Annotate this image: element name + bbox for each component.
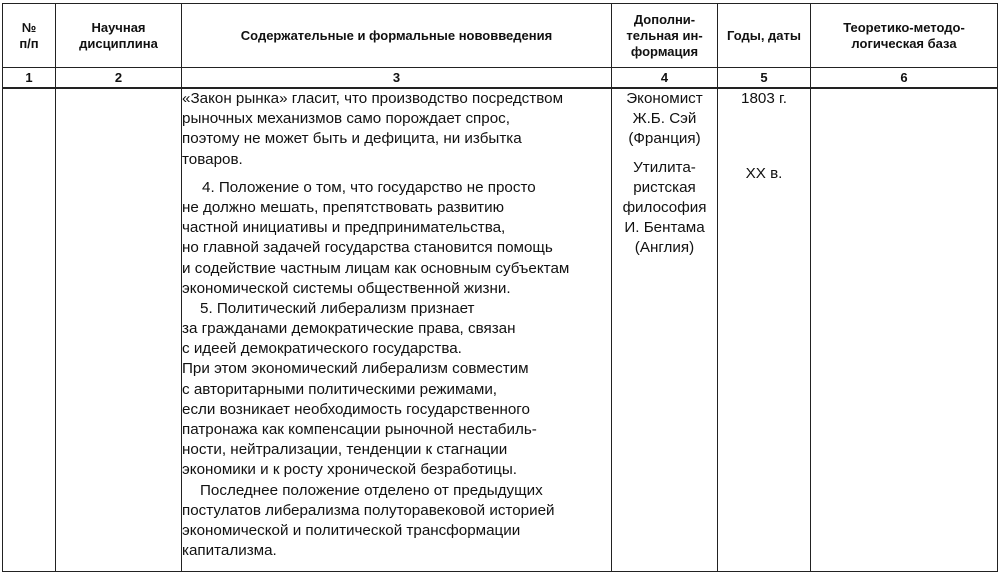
header-number-line-1: № (21, 19, 37, 35)
header-discipline-line-1: Научная (91, 19, 146, 35)
text-line: постулатов либерализма полуторавековой историей (182, 501, 555, 519)
header-theory-line-2: логическая база (851, 35, 957, 51)
extra-info-bentham (612, 158, 717, 259)
extra-info-line: Ж.Б. Сэй (632, 110, 697, 128)
column-number-row (3, 68, 998, 89)
header-discipline-line-2: дисциплина (79, 35, 158, 51)
text-line: с авторитарными политическими режимами, (182, 380, 498, 398)
extra-info-line: Экономист (626, 90, 703, 107)
text-line: патронажа как компенсации рыночной нестабиль- (182, 421, 537, 438)
text-line: «Закон рынка» гласит, что производство посредством (182, 90, 564, 107)
text-line: экономической системы общественной жизни. (182, 279, 511, 297)
header-theory-line-1: Теоретико-методо- (843, 19, 965, 35)
column-number-6: 6 (811, 68, 998, 89)
text-line: рыночных механизмов само порождает спрос, (182, 110, 510, 128)
text-line: поэтому не может быть и дефицита, ни избытка (182, 130, 522, 148)
theory-base-cell (811, 88, 998, 572)
years-cell (718, 88, 811, 572)
column-number-3: 3 (182, 68, 612, 89)
text-line: и содействие частным лицам как основным субъектам (182, 259, 570, 277)
text-line: с идеей демократического государства. (182, 340, 462, 358)
text-line: товаров. (182, 150, 243, 168)
header-years-line-1: Годы, даты (726, 27, 802, 43)
innovations-cell (182, 88, 612, 572)
text-line: ности, нейтрализации, тенденции к стагнации (182, 441, 508, 459)
header-number-line-2: п/п (19, 35, 39, 51)
header-years (718, 4, 811, 68)
text-line: если возникает необходимость государственного (182, 400, 530, 418)
text-line: капитализма. (182, 542, 277, 560)
text-line: за гражданами демократические права, связан (182, 320, 516, 338)
extra-info-cell (612, 88, 718, 572)
number-cell (3, 88, 56, 572)
text-line: но главной задачей государства становится помощь (182, 239, 553, 257)
header-theory-base (811, 4, 998, 68)
column-number-1: 1 (3, 68, 56, 89)
innovations-text (182, 89, 611, 561)
discipline-cell (56, 88, 182, 572)
header-extra-info (612, 4, 718, 68)
text-line: экономической и политической трансформации (182, 521, 521, 539)
text-line: частной инициативы и предпринимательства, (182, 219, 506, 237)
text-line: 4. Положение о том, что государство не просто (202, 178, 536, 196)
header-number (3, 4, 56, 68)
text-line: экономики и к росту хронической безработицы. (182, 461, 517, 479)
header-row (3, 4, 998, 68)
header-extra-line-3: формация (630, 43, 699, 59)
extra-info-line: философия (622, 198, 707, 216)
text-line: не должно мешать, препятствовать развитию (182, 198, 505, 216)
innovations-table (2, 3, 998, 572)
header-discipline (56, 4, 182, 68)
year-20th-century: XX в. (745, 165, 783, 183)
extra-info-line: ристская (633, 178, 696, 196)
content-row (3, 88, 998, 572)
column-number-2: 2 (56, 68, 182, 89)
extra-info-line: (Англия) (634, 239, 695, 257)
column-number-4: 4 (612, 68, 718, 89)
header-extra-line-1: Дополни- (633, 11, 696, 27)
extra-info-line: И. Бентама (624, 219, 705, 237)
header-innovations (182, 4, 612, 68)
text-line: При этом экономический либерализм совместим (182, 360, 529, 378)
text-line: 5. Политический либерализм признает (200, 299, 475, 317)
header-innovations-line-1: Содержательные и формальные нововведения (240, 27, 553, 43)
extra-info-say (612, 89, 717, 150)
extra-info-line: (Франция) (628, 130, 701, 148)
extra-info-line: Утилита- (633, 158, 696, 176)
year-1803: 1803 г. (741, 90, 787, 107)
text-line: Последнее положение отделено от предыдущих (200, 481, 543, 499)
column-number-5: 5 (718, 68, 811, 89)
header-extra-line-2: тельная ин- (626, 27, 703, 43)
